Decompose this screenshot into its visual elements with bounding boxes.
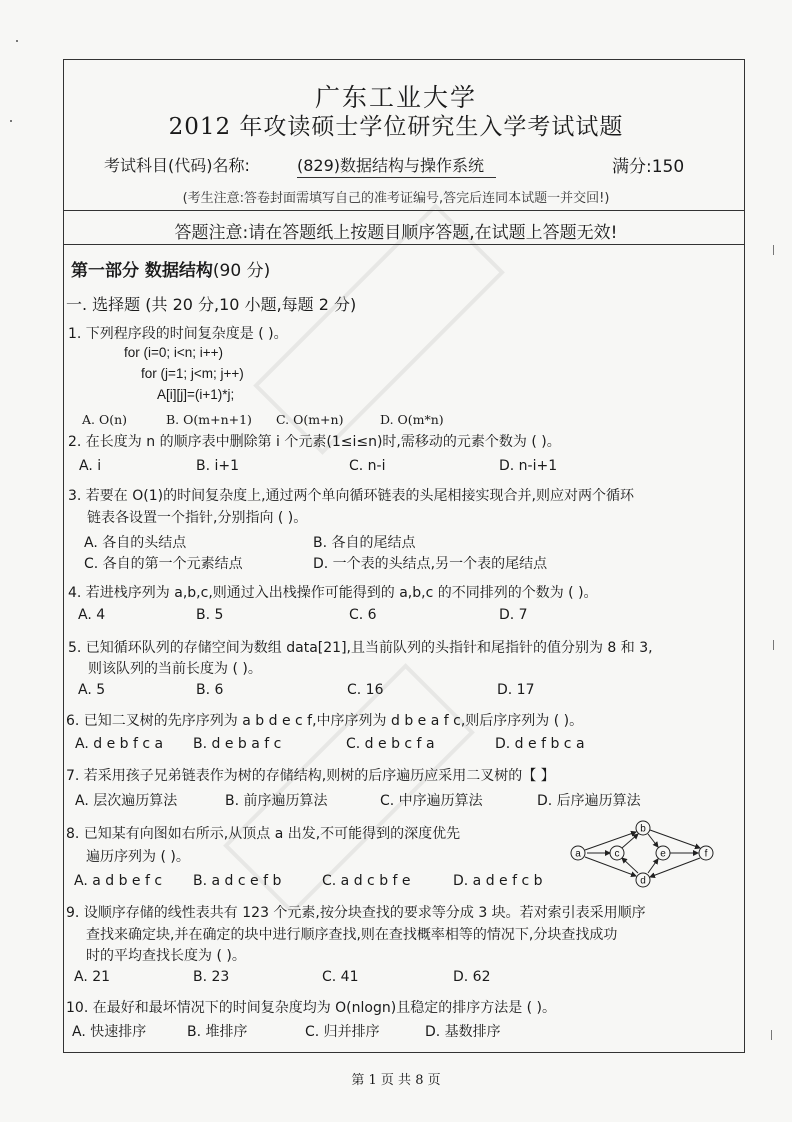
question-3-option-c: C. 各自的第一个元素结点 [84, 556, 243, 572]
question-10-option-b: B. 堆排序 [187, 1024, 248, 1040]
question-8-option-c: C. a d c b f e [322, 873, 411, 889]
question-4-option-c: C. 6 [349, 607, 377, 623]
question-2-option-d: D. n-i+1 [499, 458, 558, 474]
question-1-option-c: C. O(m+n) [276, 412, 344, 427]
graph-node-e-label: e [660, 848, 666, 860]
subject-label: 考试科目(代码)名称: [104, 156, 250, 175]
graph-edge-f-d [650, 858, 700, 877]
question-4-option-b: B. 5 [196, 607, 224, 623]
question-7-stem: 7. 若采用孩子兄弟链表作为树的存储结构,则树的后序遍历应采用二叉树的【 】 [66, 768, 555, 784]
question-10-stem: 10. 在最好和最坏情况下的时间复杂度均为 O(nlogn)且稳定的排序方法是 ( )。 [66, 1000, 557, 1016]
question-6-option-a: A. d e b f c a [75, 736, 164, 752]
question-7-option-d: D. 后序遍历算法 [537, 793, 641, 809]
question-7-option-b: B. 前序遍历算法 [225, 793, 328, 809]
question-9-stem: 时的平均查找长度为 ( )。 [86, 948, 246, 964]
question-5-stem: 则该队列的当前长度为 ( )。 [88, 661, 262, 677]
question-8-option-a: A. a d b e f c [74, 873, 163, 889]
part-title [71, 256, 270, 281]
question-9-option-b: B. 23 [193, 969, 230, 985]
question-5-option-d: D. 17 [497, 682, 535, 698]
question-1-option-b: B. O(m+n+1) [166, 412, 252, 427]
question-9-option-c: C. 41 [322, 969, 359, 985]
question-8-stem: 遍历序列为 ( )。 [86, 849, 190, 865]
part-points: (90 分) [212, 261, 271, 281]
question-1-code-line: A[i][j]=(i+1)*j; [157, 387, 235, 402]
directed-graph [568, 820, 718, 890]
question-5-stem: 5. 已知循环队列的存储空间为数组 data[21],且当前队列的头指针和尾指针的值分别为 8 和 3, [68, 640, 653, 656]
question-10-option-a: A. 快速排序 [72, 1024, 147, 1040]
graph-node-c-label: c [614, 848, 620, 860]
scan-speck [16, 40, 18, 42]
question-10-option-d: D. 基数排序 [425, 1024, 501, 1040]
question-5-option-c: C. 16 [347, 682, 384, 698]
graph-edge-a-d [585, 857, 636, 876]
graph-edge-d-e [648, 859, 658, 873]
question-9-stem: 9. 设顺序存储的线性表共有 123 个元素,按分块查找的要求等分成 3 块。若对索引表采用顺序 [66, 905, 646, 921]
question-3-option-a: A. 各自的头结点 [84, 535, 187, 551]
graph-node-d-label: d [640, 875, 646, 887]
scan-speck [771, 1030, 772, 1040]
graph-edge-b-f [650, 830, 700, 848]
question-5-option-b: B. 6 [196, 682, 224, 698]
question-7-option-a: A. 层次遍历算法 [75, 793, 178, 809]
question-3-stem: 3. 若要在 O(1)的时间复杂度上,通过两个单向循环链表的头尾相接实现合并,则应对两个循环 [68, 488, 635, 504]
question-4-option-a: A. 4 [78, 607, 106, 623]
question-2-option-a: A. i [79, 458, 102, 474]
part-title-text: 第一部分 数据结构 [71, 261, 213, 281]
question-1-option-a: A. O(n) [82, 412, 128, 427]
graph-node-a-label: a [575, 848, 581, 860]
question-8-stem: 8. 已知某有向图如右所示,从顶点 a 出发,不可能得到的深度优先 [66, 826, 461, 842]
question-3-stem: 链表各设置一个指针,分别指向 ( )。 [87, 510, 308, 526]
question-8-option-b: B. a d c e f b [193, 873, 282, 889]
candidate-note: (考生注意:答卷封面需填写自己的准考证编号,答完后连同本试题一并交回!) [182, 191, 610, 206]
question-8-option-d: D. a d e f c b [453, 873, 543, 889]
question-1-option-d: D. O(m*n) [380, 412, 444, 427]
question-7-option-c: C. 中序遍历算法 [380, 793, 483, 809]
subject-value: (829)数据结构与操作系统 [297, 153, 496, 178]
question-6-option-d: D. d e f b c a [495, 736, 585, 752]
graph-node-f-label: f [704, 848, 708, 860]
scan-speck [773, 245, 774, 255]
total-score: 满分:150 [612, 157, 685, 177]
question-3-option-d: D. 一个表的头结点,另一个表的尾结点 [313, 556, 548, 572]
university-title: 广东工业大学 [314, 83, 477, 112]
question-1-stem: 1. 下列程序段的时间复杂度是 ( )。 [68, 326, 288, 342]
question-5-option-a: A. 5 [78, 682, 106, 698]
graph-edge-a-b [585, 832, 636, 850]
question-10-option-c: C. 归并排序 [305, 1024, 380, 1040]
divider-header [63, 210, 745, 211]
answer-note: 答题注意:请在答题纸上按题目顺序答题,在试题上答题无效! [174, 223, 618, 243]
page-number: 第 1 页 共 8 页 [351, 1073, 441, 1088]
question-4-stem: 4. 若进栈序列为 a,b,c,则通过入出栈操作可能得到的 a,b,c 的不同排列的个数为 ( )。 [68, 585, 598, 601]
question-6-stem: 6. 已知二叉树的先序序列为 a b d e c f,中序序列为 d b e a f c,则后序序列为 ( )。 [66, 713, 584, 729]
exam-title: 2012 年攻读硕士学位研究生入学考试试题 [168, 114, 624, 140]
question-6-option-b: B. d e b a f c [193, 736, 282, 752]
section-title: 一. 选择题 (共 20 分,10 小题,每题 2 分) [66, 295, 357, 314]
question-6-option-c: C. d e b c f a [346, 736, 435, 752]
graph-edge-d-c [622, 858, 638, 873]
question-3-option-b: B. 各自的尾结点 [313, 535, 416, 551]
question-2-option-b: B. i+1 [196, 458, 240, 474]
question-2-option-c: C. n-i [349, 458, 386, 474]
question-9-stem: 查找来确定块,并在确定的块中进行顺序查找,则在查找概率相等的情况下,分块查找成功 [86, 927, 618, 943]
question-4-option-d: D. 7 [499, 607, 528, 623]
graph-edge-b-e [648, 834, 658, 847]
question-1-code-line: for (j=1; j<m; j++) [141, 366, 244, 381]
scan-speck [773, 640, 774, 650]
question-9-option-d: D. 62 [453, 969, 491, 985]
divider-answer-note [63, 244, 745, 245]
question-9-option-a: A. 21 [74, 969, 111, 985]
question-2-stem: 2. 在长度为 n 的顺序表中删除第 i 个元素(1≤i≤n)时,需移动的元素个数为 ( )。 [68, 434, 561, 450]
question-1-code-line: for (i=0; i<n; i++) [124, 345, 224, 360]
graph-node-b-label: b [640, 823, 646, 835]
